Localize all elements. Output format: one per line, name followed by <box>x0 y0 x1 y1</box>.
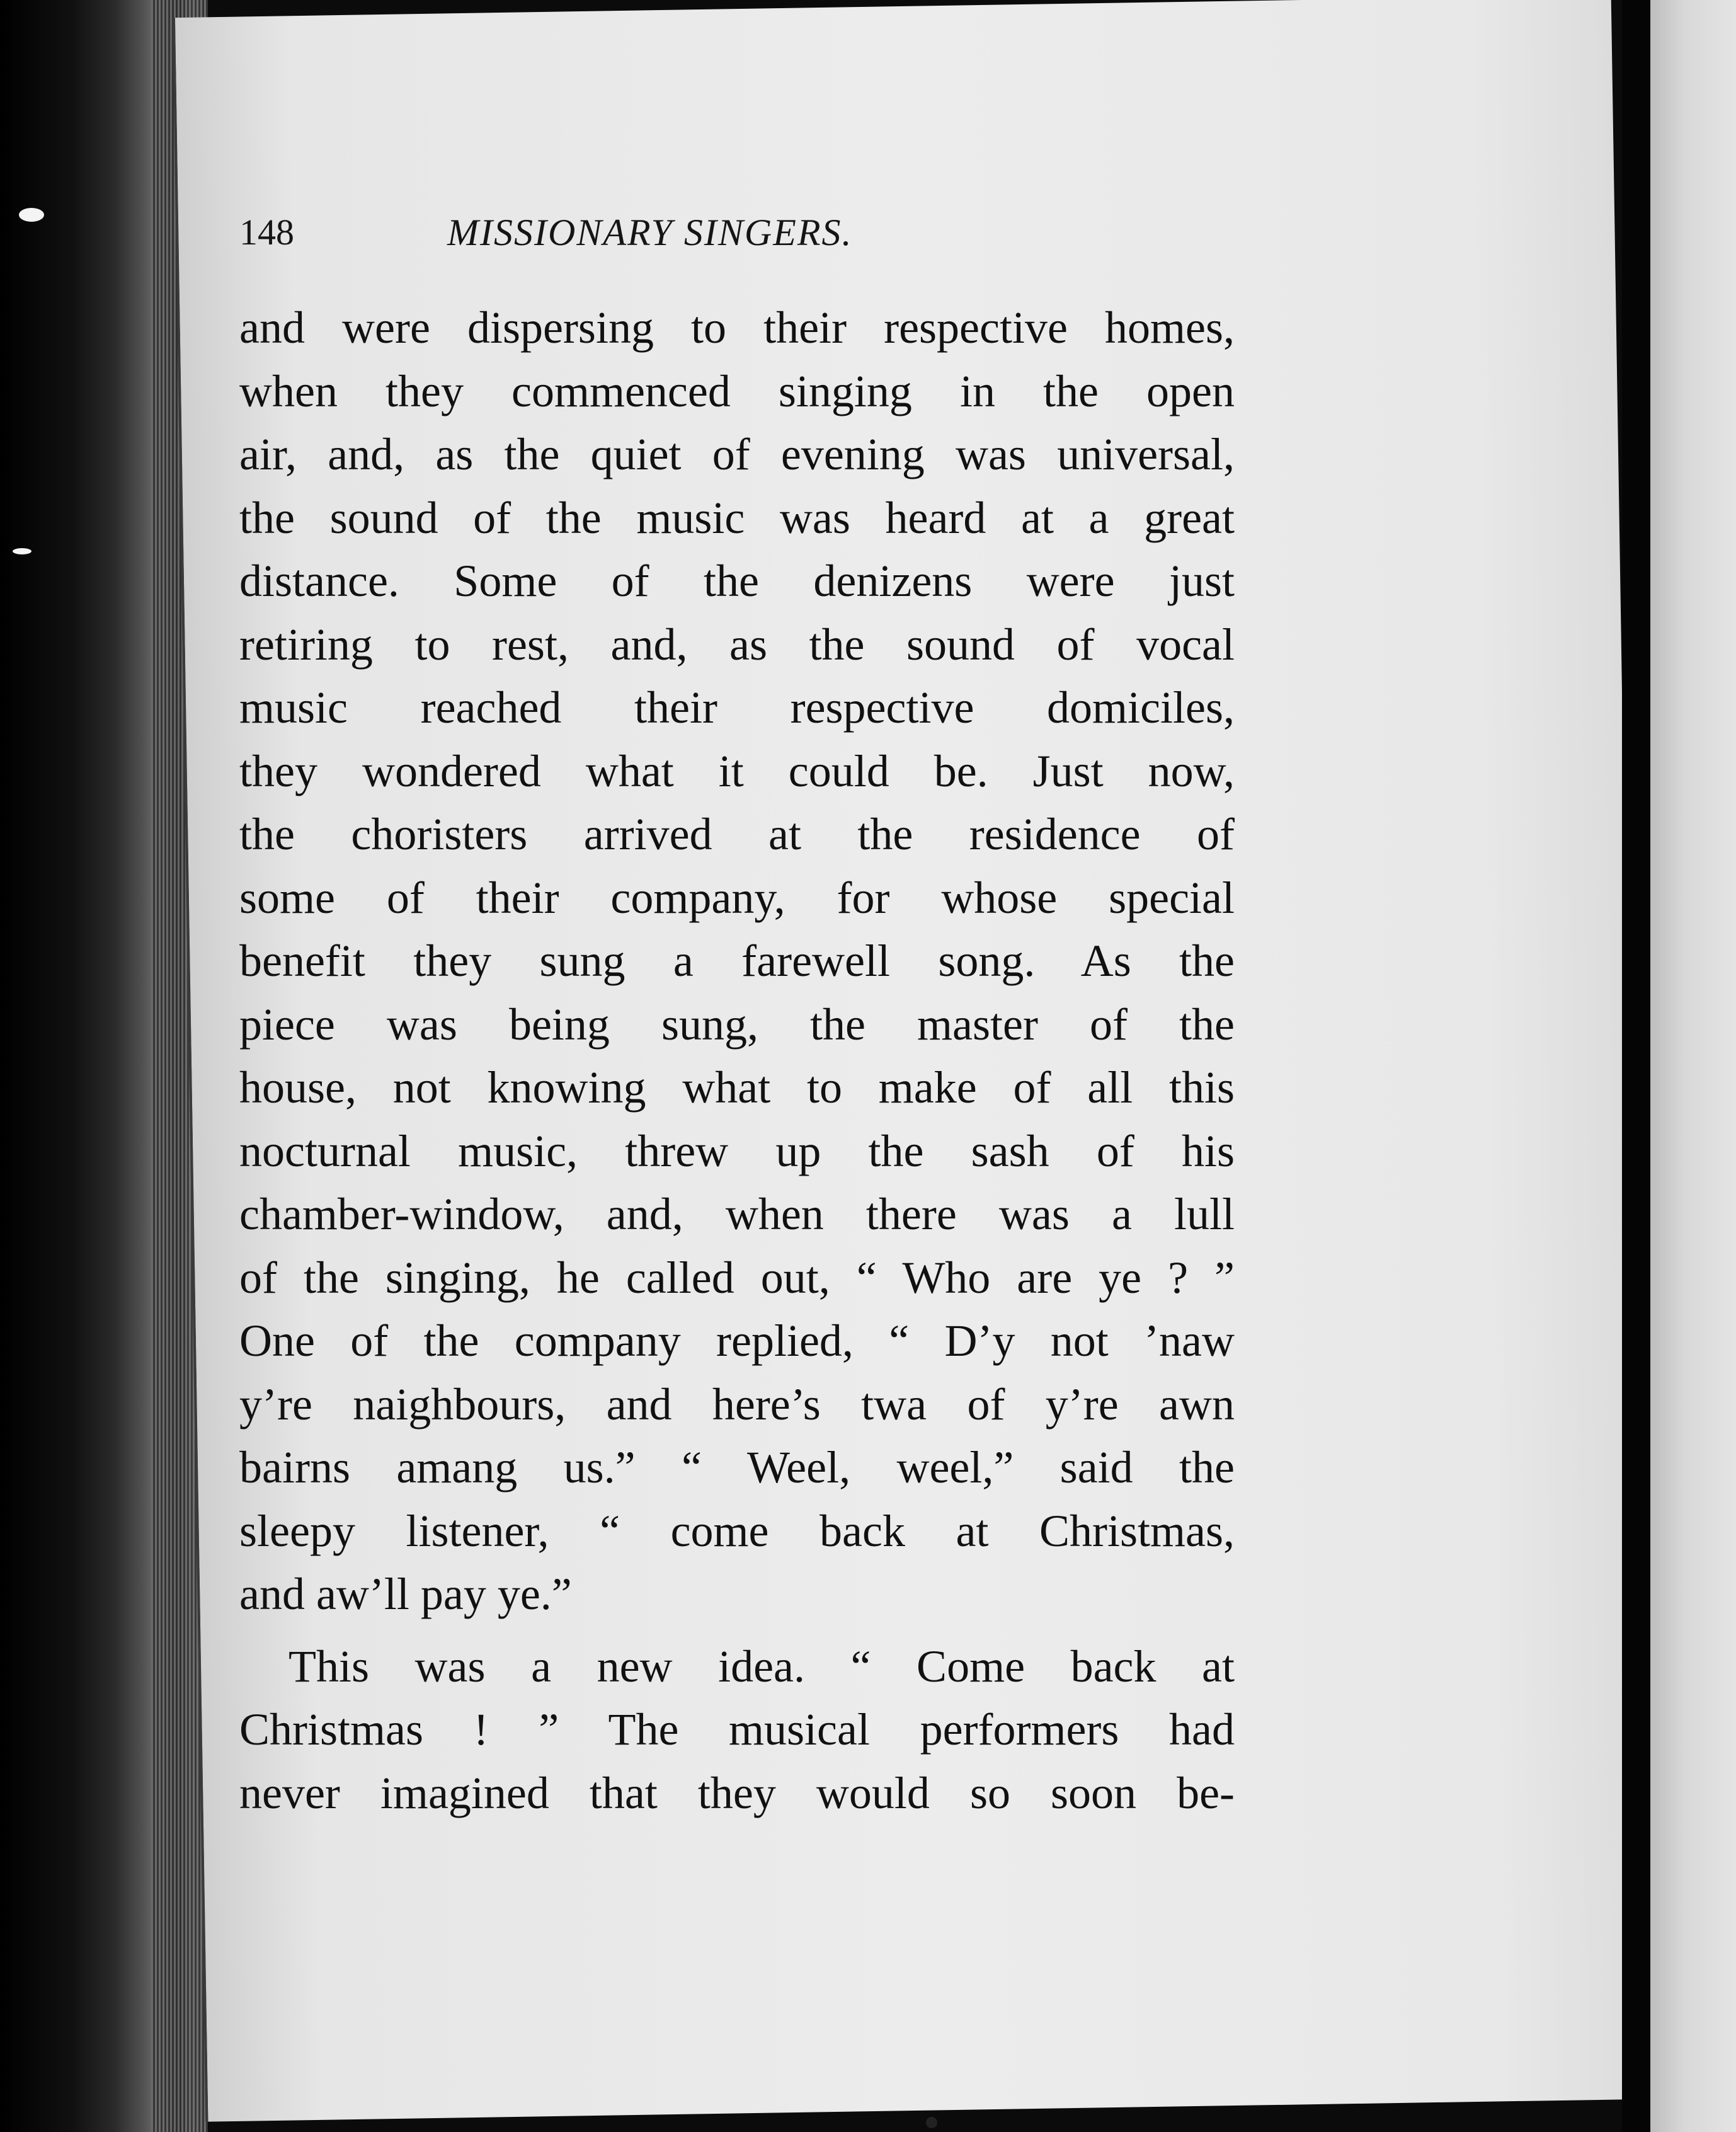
scan-speck <box>19 208 44 222</box>
scan-speck <box>926 2117 937 2128</box>
text-line: One of the company replied, “ D’y not ’naw <box>239 1315 1235 1366</box>
text-line: retiring to rest, and, as the sound of vocal <box>239 619 1235 670</box>
body-text <box>239 296 1235 1825</box>
text-line: house, not knowing what to make of all this <box>239 1062 1235 1113</box>
scan-speck <box>13 548 31 554</box>
facing-page <box>1650 0 1736 2132</box>
text-line: when they commenced singing in the open <box>239 365 1235 416</box>
running-head <box>239 211 1184 268</box>
running-title: MISSIONARY SINGERS. <box>447 212 853 253</box>
text-line: the sound of the music was heard at a great <box>239 492 1235 543</box>
text-line: distance. Some of the denizens were just <box>239 556 1235 606</box>
text-line: some of their company, for whose special <box>239 872 1235 923</box>
text-line: y’re naighbours, and here’s twa of y’re awn <box>239 1378 1235 1430</box>
text-line: of the singing, he called out, “ Who are ye ? ” <box>239 1252 1235 1303</box>
text-line: never imagined that they would so soon be- <box>239 1767 1235 1818</box>
text-line: and were dispersing to their respective homes, <box>239 302 1235 353</box>
binding-gutter <box>1622 0 1650 2132</box>
text-line: benefit they sung a farewell song. As the <box>239 936 1235 986</box>
text-line: Christmas ! ” The musical performers had <box>239 1704 1235 1755</box>
text-line: bairns amang us.” “ Weel, weel,” said the <box>239 1442 1235 1493</box>
paragraph-1 <box>239 296 1235 1626</box>
paragraph-gap <box>239 1626 1235 1635</box>
paragraph-2 <box>239 1635 1235 1825</box>
text-line: and aw’ll pay ye.” <box>239 1569 572 1619</box>
text-line: sleepy listener, “ come back at Christmas, <box>239 1505 1235 1556</box>
text-line: music reached their respective domiciles, <box>239 682 1235 733</box>
text-line: the choristers arrived at the residence of <box>239 809 1235 859</box>
text-line: This was a new idea. “ Come back at <box>288 1641 1235 1692</box>
page-number: 148 <box>239 212 294 253</box>
text-line: piece was being sung, the master of the <box>239 999 1235 1050</box>
text-line: nocturnal music, threw up the sash of his <box>239 1125 1235 1176</box>
text-line: air, and, as the quiet of evening was universal, <box>239 429 1235 479</box>
text-line: chamber-window, and, when there was a lull <box>239 1189 1235 1239</box>
text-line: they wondered what it could be. Just now, <box>239 745 1235 796</box>
